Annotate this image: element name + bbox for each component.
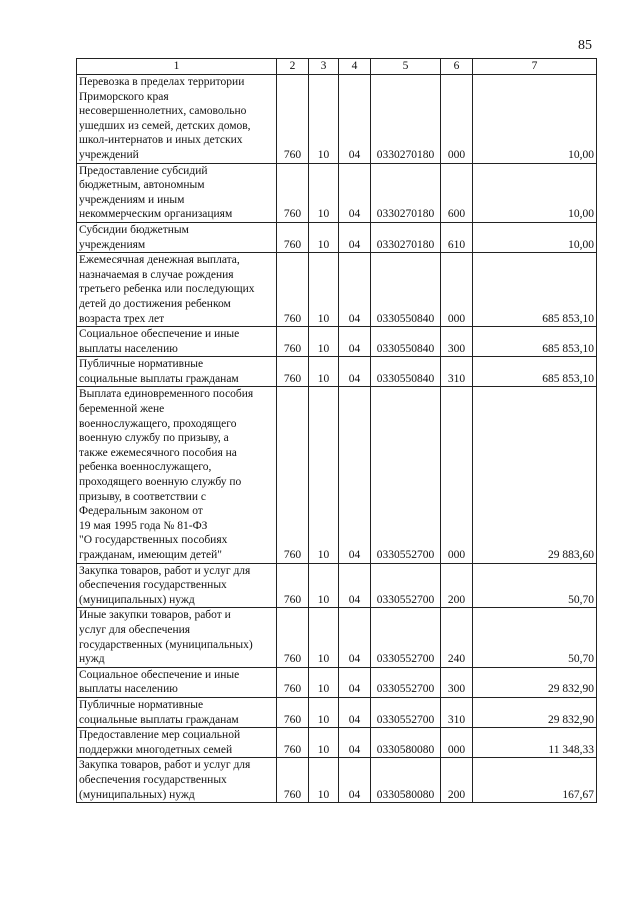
section-code: 10 — [309, 163, 339, 222]
table-row — [77, 608, 597, 667]
column-header: 6 — [441, 59, 473, 75]
expense-type-code: 200 — [441, 758, 473, 803]
target-article-code: 0330550840 — [371, 253, 441, 327]
table-row — [77, 667, 597, 697]
amount: 10,00 — [473, 75, 597, 164]
column-header: 1 — [77, 59, 277, 75]
subsection-code: 04 — [339, 667, 371, 697]
column-header: 2 — [277, 59, 309, 75]
section-code: 10 — [309, 563, 339, 608]
subsection-code: 04 — [339, 327, 371, 357]
section-code: 10 — [309, 697, 339, 727]
subsection-code: 04 — [339, 728, 371, 758]
expense-type-code: 000 — [441, 75, 473, 164]
ministry-code: 760 — [277, 758, 309, 803]
table-row — [77, 163, 597, 222]
amount: 10,00 — [473, 222, 597, 252]
subsection-code: 04 — [339, 75, 371, 164]
expense-name: Предоставление субсидий бюджетным, автономным учреждениям и иным некоммерческим организациям — [77, 163, 277, 222]
column-header: 3 — [309, 59, 339, 75]
expense-name: Субсидии бюджетным учреждениям — [77, 222, 277, 252]
subsection-code: 04 — [339, 563, 371, 608]
subsection-code: 04 — [339, 163, 371, 222]
table-row — [77, 758, 597, 803]
section-code: 10 — [309, 608, 339, 667]
ministry-code: 760 — [277, 75, 309, 164]
section-code: 10 — [309, 728, 339, 758]
ministry-code: 760 — [277, 387, 309, 563]
page-number: 85 — [578, 38, 592, 53]
section-code: 10 — [309, 222, 339, 252]
ministry-code: 760 — [277, 222, 309, 252]
ministry-code: 760 — [277, 163, 309, 222]
table-row — [77, 253, 597, 327]
subsection-code: 04 — [339, 697, 371, 727]
expense-type-code: 000 — [441, 387, 473, 563]
table-row — [77, 357, 597, 387]
table-row — [77, 222, 597, 252]
section-code: 10 — [309, 327, 339, 357]
section-code: 10 — [309, 357, 339, 387]
column-header: 4 — [339, 59, 371, 75]
target-article-code: 0330552700 — [371, 667, 441, 697]
expense-name: Публичные нормативные социальные выплаты гражданам — [77, 357, 277, 387]
subsection-code: 04 — [339, 253, 371, 327]
table-row — [77, 387, 597, 563]
target-article-code: 0330550840 — [371, 327, 441, 357]
table-header-row — [77, 59, 597, 75]
ministry-code: 760 — [277, 357, 309, 387]
section-code: 10 — [309, 758, 339, 803]
amount: 29 832,90 — [473, 697, 597, 727]
amount: 50,70 — [473, 608, 597, 667]
target-article-code: 0330270180 — [371, 75, 441, 164]
subsection-code: 04 — [339, 387, 371, 563]
section-code: 10 — [309, 387, 339, 563]
expense-name: Публичные нормативные социальные выплаты гражданам — [77, 697, 277, 727]
expense-type-code: 600 — [441, 163, 473, 222]
amount: 29 883,60 — [473, 387, 597, 563]
ministry-code: 760 — [277, 697, 309, 727]
expense-type-code: 240 — [441, 608, 473, 667]
expense-name: Социальное обеспечение и иные выплаты населению — [77, 667, 277, 697]
ministry-code: 760 — [277, 608, 309, 667]
table-row — [77, 75, 597, 164]
amount: 685 853,10 — [473, 357, 597, 387]
expense-type-code: 200 — [441, 563, 473, 608]
ministry-code: 760 — [277, 253, 309, 327]
section-code: 10 — [309, 75, 339, 164]
target-article-code: 0330270180 — [371, 222, 441, 252]
amount: 685 853,10 — [473, 253, 597, 327]
ministry-code: 760 — [277, 667, 309, 697]
expense-type-code: 300 — [441, 667, 473, 697]
expense-type-code: 310 — [441, 357, 473, 387]
target-article-code: 0330270180 — [371, 163, 441, 222]
subsection-code: 04 — [339, 357, 371, 387]
subsection-code: 04 — [339, 758, 371, 803]
target-article-code: 0330552700 — [371, 608, 441, 667]
target-article-code: 0330552700 — [371, 387, 441, 563]
expense-name: Закупка товаров, работ и услуг для обеспечения государственных (муниципальных) нужд — [77, 758, 277, 803]
target-article-code: 0330550840 — [371, 357, 441, 387]
target-article-code: 0330580080 — [371, 758, 441, 803]
table-row — [77, 697, 597, 727]
table-row — [77, 327, 597, 357]
expense-type-code: 310 — [441, 697, 473, 727]
subsection-code: 04 — [339, 222, 371, 252]
amount: 11 348,33 — [473, 728, 597, 758]
ministry-code: 760 — [277, 327, 309, 357]
target-article-code: 0330552700 — [371, 697, 441, 727]
amount: 50,70 — [473, 563, 597, 608]
section-code: 10 — [309, 253, 339, 327]
table-row — [77, 728, 597, 758]
amount: 10,00 — [473, 163, 597, 222]
column-header: 7 — [473, 59, 597, 75]
amount: 685 853,10 — [473, 327, 597, 357]
target-article-code: 0330552700 — [371, 563, 441, 608]
expense-type-code: 000 — [441, 728, 473, 758]
section-code: 10 — [309, 667, 339, 697]
ministry-code: 760 — [277, 728, 309, 758]
expense-name: Ежемесячная денежная выплата, назначаемая в случае рождения третьего ребенка или последующих детей до достижения ребенком возраста трех лет — [77, 253, 277, 327]
target-article-code: 0330580080 — [371, 728, 441, 758]
expense-name: Иные закупки товаров, работ и услуг для обеспечения государственных (муниципальных) нужд — [77, 608, 277, 667]
expense-type-code: 000 — [441, 253, 473, 327]
expense-type-code: 300 — [441, 327, 473, 357]
expense-name: Перевозка в пределах территории Приморского края несовершеннолетних, самовольно ушедших из семей, детских домов, школ-интернатов и иных детских учреждений — [77, 75, 277, 164]
expense-name: Предоставление мер социальной поддержки многодетных семей — [77, 728, 277, 758]
amount: 167,67 — [473, 758, 597, 803]
expense-type-code: 610 — [441, 222, 473, 252]
ministry-code: 760 — [277, 563, 309, 608]
amount: 29 832,90 — [473, 667, 597, 697]
column-header: 5 — [371, 59, 441, 75]
expense-name: Выплата единовременного пособия беременной жене военнослужащего, проходящего военную службу по призыву, а также ежемесячного пособия на ребенка военнослужащего, проходящего военную службу по призыву, в соответствии с Федеральным законом от 19 мая 1995 года № 81-ФЗ "О государственных пособиях гражданам, имеющим детей" — [77, 387, 277, 563]
table-row — [77, 563, 597, 608]
budget-table — [76, 58, 597, 803]
subsection-code: 04 — [339, 608, 371, 667]
expense-name: Закупка товаров, работ и услуг для обеспечения государственных (муниципальных) нужд — [77, 563, 277, 608]
expense-name: Социальное обеспечение и иные выплаты населению — [77, 327, 277, 357]
